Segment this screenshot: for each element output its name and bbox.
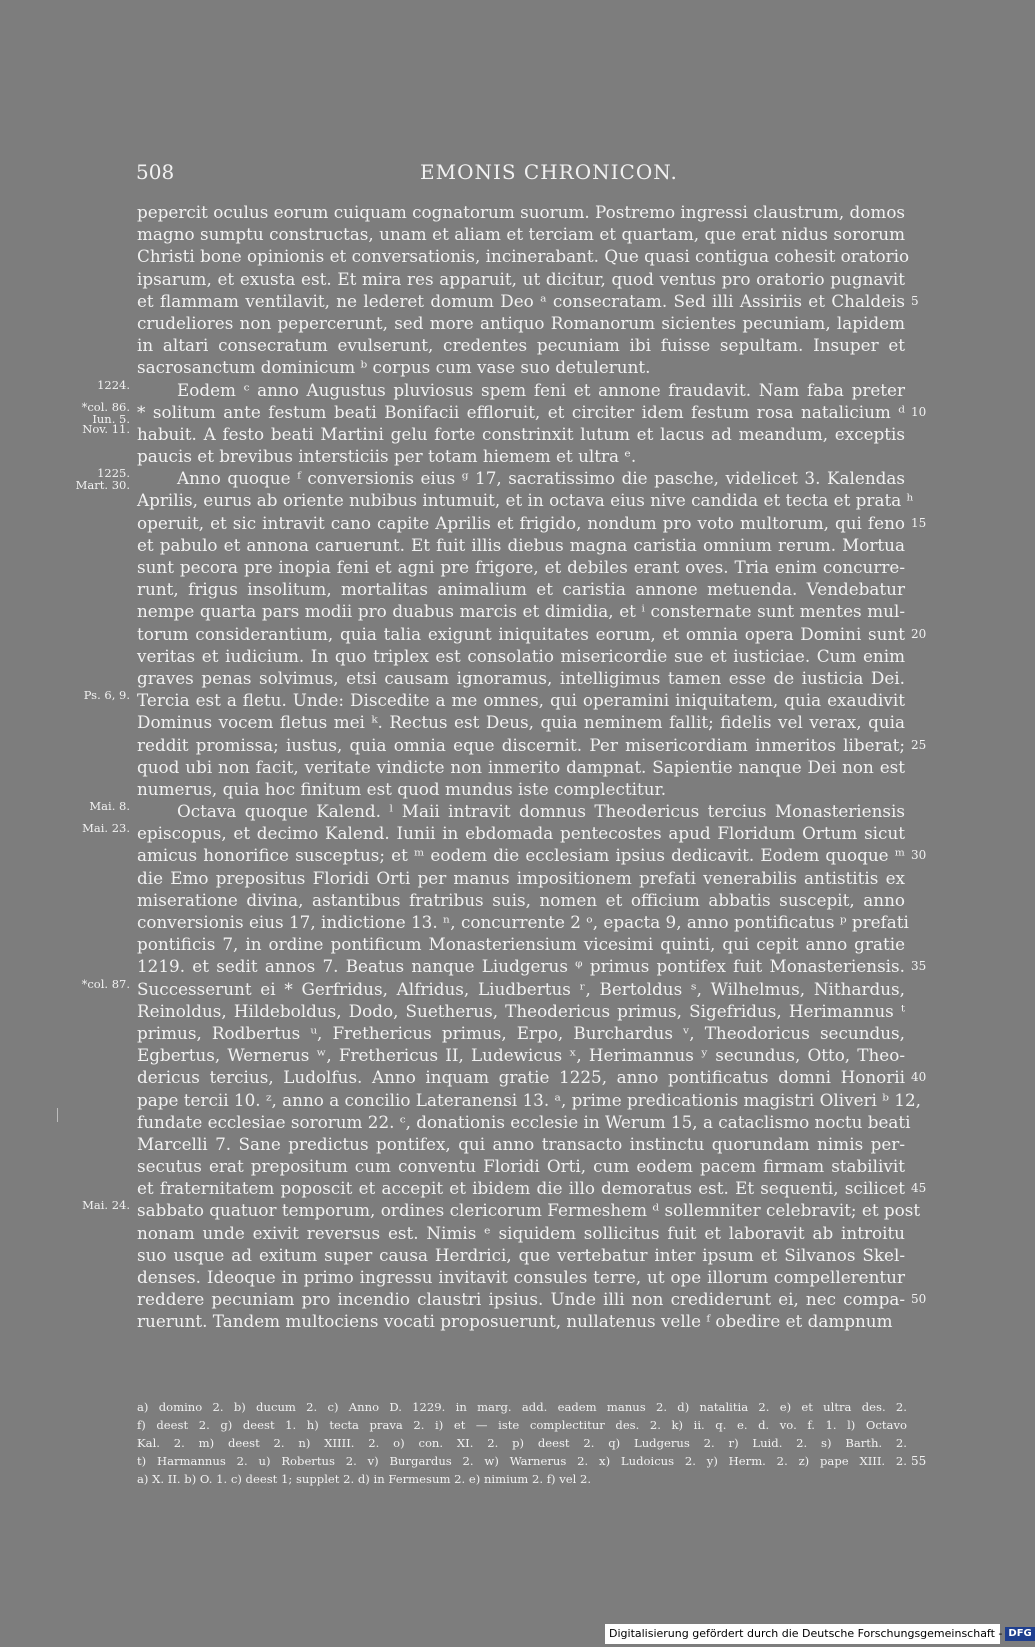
line-text: Anno quoque ᶠ conversionis eius ᵍ 17, sacratissimo die pasche, videlicet 3. Kalendas xyxy=(177,468,905,489)
funding-text: Digitalisierung gefördert durch die Deutsche Forschungsgemeinschaft - xyxy=(609,1627,1003,1640)
margin-note-text: Mai. 24. xyxy=(82,1198,130,1213)
line-text: suo usque ad exitum super causa Herdrici, que vertebatur inter ipsum et Silvanos Skel- xyxy=(137,1244,905,1265)
text-line xyxy=(0,867,1000,889)
footnote-line xyxy=(0,1434,1000,1452)
text-line xyxy=(0,911,1000,933)
line-number: 25 xyxy=(911,737,927,752)
line-text: magno sumptu constructas, unam et aliam et terciam et quartam, que erat nidus sororum xyxy=(137,224,905,245)
line-text: 1219. et sedit annos 7. Beatus nanque Liudgerus ᵠ primus pontifex fuit Monasteriensis. xyxy=(137,956,905,977)
line-text: graves penas solvimus, etsi causam ignoramus, intelligimus tamen esse de iusticia Dei. xyxy=(137,667,905,688)
line-text: paucis et brevibus intersticiis per totam hiemem et ultra ᵉ. xyxy=(137,446,637,467)
line-number: 20 xyxy=(911,626,927,641)
text-line xyxy=(0,290,1000,312)
margin-note-text: *col. 87. xyxy=(81,976,130,991)
text-line xyxy=(0,844,1000,866)
line-text: Dominus vocem fletus mei ᵏ. Rectus est Deus, quia neminem fallit; fidelis vel verax, quia xyxy=(137,712,905,733)
line-number: 35 xyxy=(911,959,927,974)
text-line xyxy=(0,445,1000,467)
footnote-line xyxy=(0,1452,1000,1470)
text-line xyxy=(0,1244,1000,1266)
footnote-line xyxy=(0,1470,1000,1488)
text-line xyxy=(0,423,1000,445)
line-text: episcopus, et decimo Kalend. Iunii in ebdomada pentecostes apud Floridum Ortum sicut xyxy=(137,823,905,844)
line-number: 30 xyxy=(911,848,927,863)
line-text: fundate ecclesiae sororum 22. ᶜ, donationis ecclesie in Werum 15, a cataclismo noctu beati xyxy=(137,1111,911,1132)
footnote-text: Kal. 2. m) deest 2. n) XIIII. 2. o) con. XI. 2. p) deest 2. q) Ludgerus 2. r) Luid. 2. s) Barth. 2. xyxy=(137,1436,907,1450)
footnote-text: a) domino 2. b) ducum 2. c) Anno D. 1229. in marg. add. eadem manus 2. d) natalitia 2. e) et ultra des. 2. xyxy=(137,1400,907,1414)
text-line xyxy=(0,645,1000,667)
text-line xyxy=(0,312,1000,334)
text-line xyxy=(0,1222,1000,1244)
margin-note xyxy=(60,800,130,812)
line-text: conversionis eius 17, indictione 13. ⁿ, concurrente 2 ᵒ, epacta 9, anno pontificatus ᵖ prefati xyxy=(137,912,909,932)
line-number: 40 xyxy=(911,1070,927,1085)
text-line xyxy=(0,379,1000,401)
margin-note xyxy=(60,379,130,391)
text-line xyxy=(0,399,1000,426)
line-text: primus, Rodbertus ᵘ, Frethericus primus, Erpo, Burchardus ᵛ, Theodoricus secundus, xyxy=(137,1022,905,1043)
text-line xyxy=(0,734,1000,756)
margin-note-text: Mart. 30. xyxy=(75,478,130,493)
margin-note xyxy=(60,689,130,701)
line-text: quod ubi non facit, veritate vindicte non inmerito dampnat. Sapientie nanque Dei non est xyxy=(137,756,905,777)
text-line xyxy=(0,955,1000,977)
line-text: dericus tercius, Ludolfus. Anno inquam gratie 1225, anno pontificatus domni Honorii xyxy=(137,1067,905,1088)
line-text: secutus erat prepositum cum conventu Floridi Orti, cum eodem pacem firmam stabilivit xyxy=(137,1156,905,1177)
text-line xyxy=(0,1177,1000,1199)
line-text: operuit, et sic intravit cano capite Aprilis et frigido, nondum pro voto multorum, qui feno xyxy=(137,512,905,533)
margin-note-text: 1225. xyxy=(97,466,130,481)
text-line xyxy=(0,689,1000,711)
running-title: EMONIS CHRONICON. xyxy=(420,160,678,184)
text-line xyxy=(0,889,1000,911)
line-number: 5 xyxy=(911,293,919,308)
text-line xyxy=(0,1133,1000,1155)
line-text: crudeliores non pepercerunt, sed more antiquo Romanorum sicientes pecuniam, lapidem xyxy=(137,312,905,333)
text-line xyxy=(0,534,1000,556)
margin-note-text: Mai. 8. xyxy=(89,799,130,814)
text-line xyxy=(0,489,1000,511)
text-line xyxy=(0,1288,1000,1310)
line-text: Tercia est a fletu. Unde: Discedite a me omnes, qui operamini iniquitatem, quia exaudivit xyxy=(137,690,905,711)
text-line xyxy=(0,667,1000,689)
text-line xyxy=(0,578,1000,600)
margin-note xyxy=(60,423,130,435)
text-line xyxy=(0,201,1000,223)
text-line xyxy=(0,711,1000,733)
line-number: 10 xyxy=(911,404,927,419)
line-text: in altari consecratum evulserunt, credentes pecuniam ibi fuisse sepultam. Insuper et xyxy=(137,335,905,356)
line-text: sabbato quatuor temporum, ordines clericorum Fermeshem ᵈ sollemniter celebravit; et post xyxy=(137,1200,921,1221)
line-text: amicus honorifice susceptus; et ᵐ eodem die ecclesiam ipsius dedicavit. Eodem quoque ᵐ xyxy=(137,845,905,866)
margin-mark xyxy=(57,1108,58,1122)
line-text: die Emo prepositus Floridi Orti per manus impositionem prefati venerabilis antistitis ex xyxy=(137,867,905,888)
line-text: Egbertus, Wernerus ʷ, Frethericus II, Ludewicus ˣ, Herimannus ʸ secundus, Otto, Theo- xyxy=(137,1045,905,1066)
line-text: et pabulo et annona caruerunt. Et fuit illis diebus magna caristia omnium rerum. Mortua xyxy=(137,534,905,555)
line-text: pontificis 7, in ordine pontificum Monasteriensium vicesimi quinti, qui cepit anno gratie xyxy=(137,934,905,955)
text-line xyxy=(0,933,1000,955)
text-line xyxy=(0,978,1000,1000)
margin-note-text: 1224. xyxy=(97,377,130,392)
line-text: et fraternitatem poposcit et accepit et ibidem die illo demoratus est. Et sequenti, scilicet xyxy=(137,1178,905,1199)
line-text: ipsarum, et exusta est. Et mira res apparuit, ut dicitur, quod ventus pro oratorio pugnavit xyxy=(137,268,905,289)
text-line xyxy=(0,623,1000,645)
line-number: 55 xyxy=(911,1454,927,1468)
text-line xyxy=(0,1310,1000,1332)
text-line xyxy=(0,600,1000,622)
margin-note-text: Ps. 6, 9. xyxy=(83,688,130,703)
text-line xyxy=(0,223,1000,245)
line-text: sunt pecora pre inopia feni et agni pre frigore, et debiles erant oves. Tria enim concurre- xyxy=(137,557,905,577)
text-line xyxy=(0,466,1000,493)
margin-note xyxy=(60,1199,130,1211)
line-text: Aprilis, eurus ab oriente nubibus intumuit, et in octava eius nive candida et tecta et prata ʰ xyxy=(137,490,914,511)
line-text: nonam unde exivit reversus est. Nimis ᵉ siquidem sollicitus fuit et laboravit ab introitu xyxy=(137,1222,905,1243)
line-text: torum considerantium, quia talia exigunt iniquitates eorum, et omnia opera Domini sunt xyxy=(137,623,905,644)
line-text: veritas et iudicium. In quo triplex est consolatio misericordie sue et iusticiae. Cum enim xyxy=(137,645,905,666)
text-line xyxy=(0,1155,1000,1177)
text-line xyxy=(0,822,1000,844)
line-text: habuit. A festo beati Martini gelu forte constrinxit lutum et lacus ad meandum, exceptis xyxy=(137,423,905,444)
text-line xyxy=(0,1111,1000,1133)
margin-note-text: Mai. 23. xyxy=(82,821,130,836)
footnote-text: f) deest 2. g) deest 1. h) tecta prava 2. i) et — iste complectitur des. 2. k) ii. q. e. d. vo. f. 1. l) Octavo xyxy=(137,1418,907,1432)
margin-note-text: Nov. 11. xyxy=(82,421,130,436)
text-line xyxy=(0,778,1000,800)
margin-note xyxy=(60,467,130,491)
line-text: nempe quarta pars modii pro duabus marcis et dimidia, et ⁱ consternate sunt mentes mul- xyxy=(137,601,905,622)
footnote-line xyxy=(0,1398,1000,1416)
funding-footer xyxy=(605,1624,1032,1644)
line-text: Eodem ᶜ anno Augustus pluviosus spem feni et annone fraudavit. Nam faba preter xyxy=(177,379,905,400)
text-line xyxy=(0,1266,1000,1288)
line-text: ruerunt. Tandem multociens vocati proposuerunt, nullatenus velle ᶠ obedire et dampnum xyxy=(137,1311,893,1332)
line-text: pape tercii 10. ᶻ, anno a concilio Lateranensi 13. ᵃ, prime predicationis magistri Oliveri ᵇ 12, xyxy=(137,1089,921,1110)
dfg-logo: DFG xyxy=(1005,1627,1034,1641)
text-line xyxy=(0,756,1000,778)
footnote-text: a) X. II. b) O. 1. c) deest 1; supplet 2. d) in Fermesum 2. e) nimium 2. f) vel 2. xyxy=(137,1472,592,1486)
main-text xyxy=(0,201,1000,1333)
line-text: Octava quoque Kalend. ˡ Maii intravit domnus Theodericus tercius Monasteriensis xyxy=(177,801,905,822)
line-number: 50 xyxy=(911,1292,927,1307)
margin-note xyxy=(60,822,130,834)
line-text: miseratione divina, astantibus fratribus suis, nomen et officium abbatis suscepit, anno xyxy=(137,889,905,910)
text-line xyxy=(0,268,1000,290)
line-text: sacrosanctum dominicum ᵇ corpus cum vase suo detulerunt. xyxy=(137,357,651,378)
text-line xyxy=(0,1089,1000,1111)
text-line xyxy=(0,334,1000,356)
text-line xyxy=(0,1044,1000,1066)
line-text: Marcelli 7. Sane predictus pontifex, qui anno transacto instinctu quorundam nimis per- xyxy=(137,1133,905,1154)
line-text: denses. Ideoque in primo ingressu invitavit consules terre, ut ope illorum compellerentur xyxy=(137,1267,905,1287)
line-text: Christi bone opinionis et conversationis, incinerabant. Que quasi contigua cohesit oratorio xyxy=(137,246,910,267)
line-text: reddit promissa; iustus, quia omnia eque discernit. Per misericordiam inmeritos liberat; xyxy=(137,734,905,755)
text-line xyxy=(0,556,1000,578)
text-line xyxy=(0,1022,1000,1044)
line-text: Successerunt ei * Gerfridus, Alfridus, Liudbertus ʳ, Bertoldus ˢ, Wilhelmus, Nithardus, xyxy=(137,978,905,999)
footnotes xyxy=(0,1398,1000,1488)
footnote-line xyxy=(0,1416,1000,1434)
line-text: reddere pecuniam pro incendio claustri ipsius. Unde illi non crediderunt ei, nec compa- xyxy=(137,1289,905,1310)
margin-note xyxy=(60,978,130,990)
line-text: Reinoldus, Hildeboldus, Dodo, Suetherus, Theodericus primus, Sigefridus, Herimannus ᵗ xyxy=(137,1000,905,1021)
text-line xyxy=(0,245,1000,267)
margin-note-text: Iun. 5. xyxy=(92,411,130,426)
line-number: 45 xyxy=(911,1181,927,1196)
margin-note-text: *col. 86. xyxy=(81,399,130,414)
text-line xyxy=(0,356,1000,378)
page-header xyxy=(0,160,1000,188)
line-text: * solitum ante festum beati Bonifacii effloruit, et circiter idem festum rosa natalicium ᵈ xyxy=(137,401,905,422)
text-line xyxy=(0,1199,1000,1221)
line-text: et flammam ventilavit, ne lederet domum Deo ᵃ consecratam. Sed illi Assiriis et Chaldeis xyxy=(137,290,905,311)
line-text: runt, frigus insolitum, mortalitas animalium et caristia annone metuenda. Vendebatur xyxy=(137,579,905,600)
line-text: pepercit oculus eorum cuiquam cognatorum suorum. Postremo ingressi claustrum, domos xyxy=(137,202,906,222)
page-number: 508 xyxy=(136,160,175,184)
line-number: 15 xyxy=(911,515,927,530)
text-line xyxy=(0,1000,1000,1022)
footnote-text: t) Harmannus 2. u) Robertus 2. v) Burgardus 2. w) Warnerus 2. x) Ludoicus 2. y) Herm. 2. z) pape XIII. 2. xyxy=(137,1454,907,1468)
text-line xyxy=(0,512,1000,534)
line-text: numerus, quia hoc finitum est quod mundus iste complectitur. xyxy=(137,778,667,799)
text-line xyxy=(0,1066,1000,1088)
text-line xyxy=(0,800,1000,822)
